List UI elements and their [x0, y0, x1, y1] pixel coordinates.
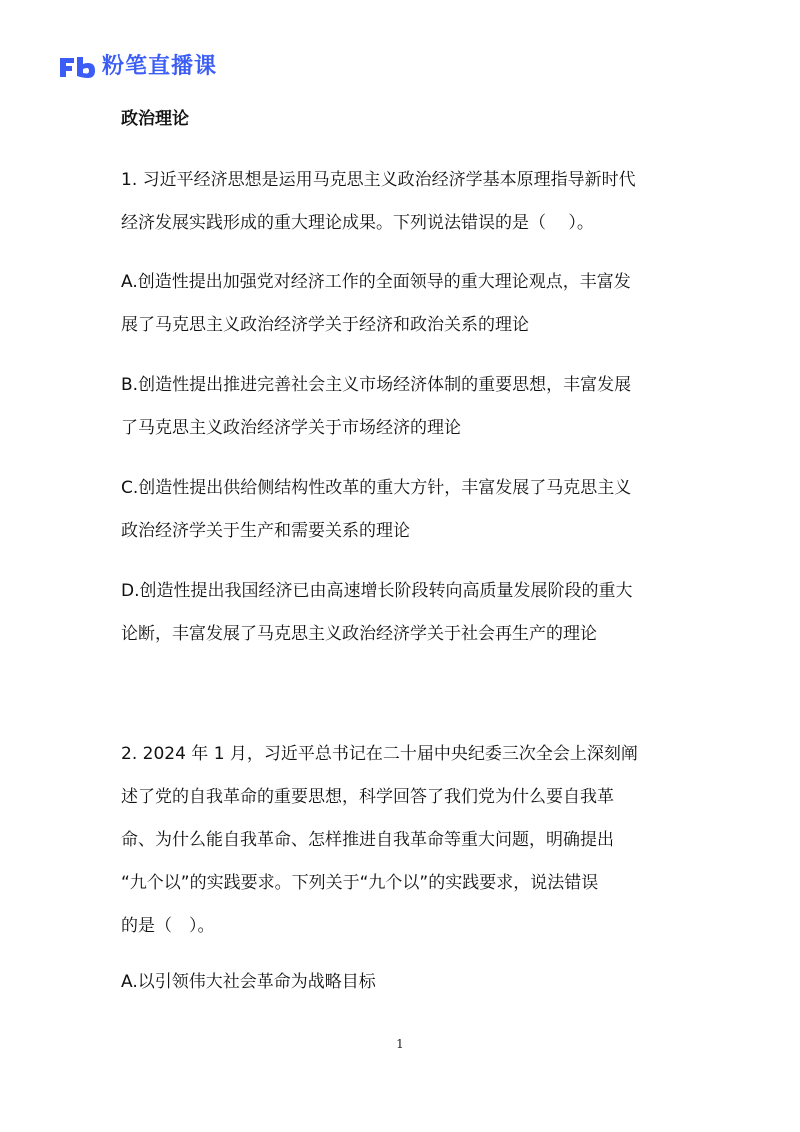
text-line: B.创造性提出推进完善社会主义市场经济体制的重要思想，丰富发展 — [121, 375, 632, 395]
brand-logo — [58, 53, 217, 81]
brand-name: 粉笔直播课 — [102, 54, 218, 79]
question-1-option-b — [121, 364, 681, 450]
text-line: 经济发展实践形成的重大理论成果。下列说法错误的是（ ）。 — [121, 213, 594, 233]
text-line: 政治经济学关于生产和需要关系的理论 — [121, 521, 410, 541]
text-line: “九个以”的实践要求。下列关于“九个以”的实践要求，说法错误 — [121, 873, 599, 893]
text-line: 论断，丰富发展了马克思主义政治经济学关于社会再生产的理论 — [121, 624, 597, 644]
text-line: 的是（ ）。 — [121, 916, 215, 936]
text-line: 了马克思主义政治经济学关于市场经济的理论 — [121, 418, 461, 438]
fb-logo-icon — [58, 55, 96, 79]
text-line: 展了马克思主义政治经济学关于经济和政治关系的理论 — [121, 315, 529, 335]
question-1-option-d — [121, 570, 681, 656]
text-line: 1. 习近平经济思想是运用马克思主义政治经济学基本原理指导新时代 — [121, 170, 636, 190]
question-2-option-a — [121, 961, 681, 1004]
text-line: 命、为什么能自我革命、怎样推进自我革命等重大问题，明确提出 — [121, 830, 614, 850]
text-line: A.创造性提出加强党对经济工作的全面领导的重大理论观点，丰富发 — [121, 272, 631, 292]
text-line: C.创造性提出供给侧结构性改革的重大方针，丰富发展了马克思主义 — [121, 478, 632, 498]
text-line: D.创造性提出我国经济已由高速增长阶段转向高质量发展阶段的重大 — [121, 581, 633, 601]
question-1-stem — [121, 159, 681, 245]
question-1-option-a — [121, 261, 681, 347]
text-line: 述了党的自我革命的重要思想，科学回答了我们党为什么要自我革 — [121, 787, 614, 807]
section-title: 政治理论 — [121, 109, 189, 129]
text-line: A.以引领伟大社会革命为战略目标 — [121, 972, 376, 992]
page-number: 1 — [396, 1037, 404, 1051]
text-line: 2. 2024 年 1 月，习近平总书记在二十届中央纪委三次全会上深刻阐 — [121, 744, 638, 764]
question-1-option-c — [121, 467, 681, 553]
question-2-stem — [121, 733, 681, 948]
